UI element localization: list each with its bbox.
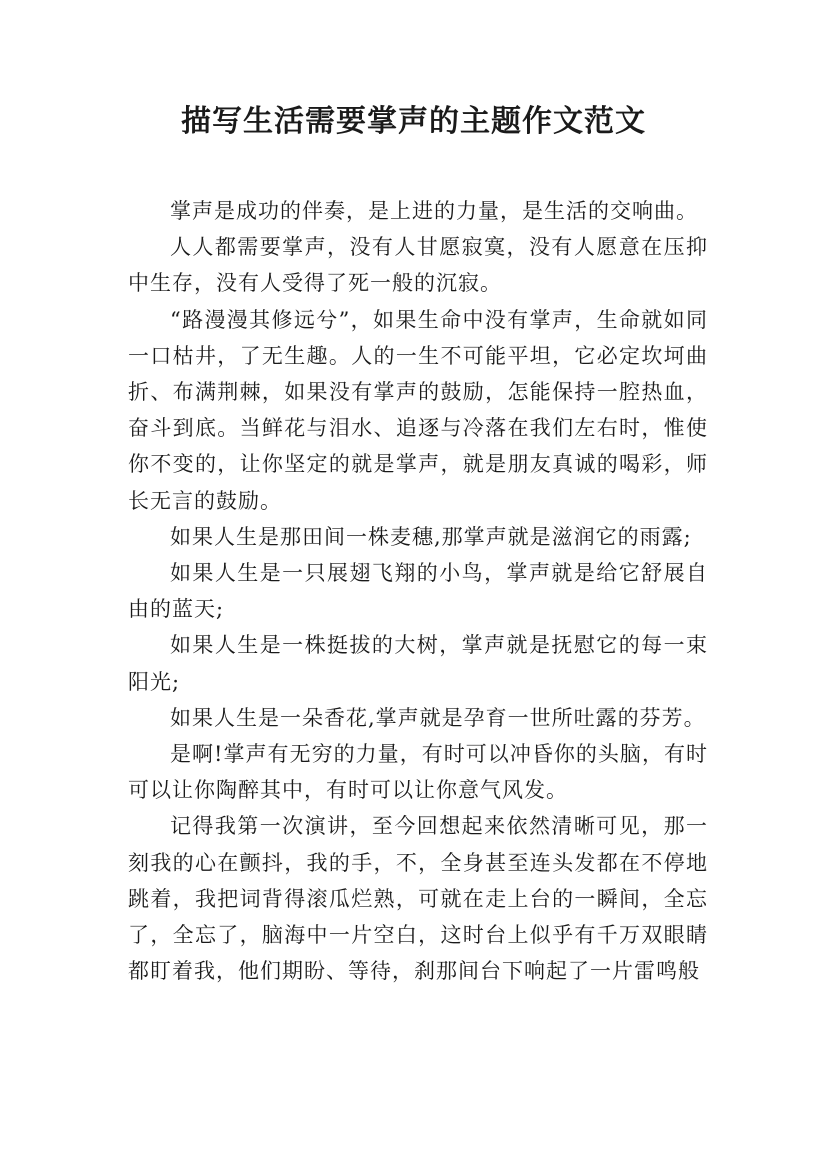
- paragraph: 掌声是成功的伴奏，是上进的力量，是生活的交响曲。: [170, 199, 698, 223]
- paragraph: 记得我第一次演讲，至今回想起来依然清晰可见，那一刻我的心在颤抖，我的手，不，全身甚至连头发都在不停地跳着，我把词背得滚瓜烂熟，可就在走上台的一瞬间，全忘了，全忘了，脑海中一片空白，这时台上似乎有千万双眼睛都盯着我，他们期盼、等待，刹那间台下响起了一片雷鸣般: [128, 814, 708, 984]
- paragraph: 人人都需要掌声，没有人甘愿寂寞，没有人愿意在压抑中生存，没有人受得了死一般的沉寂。: [128, 235, 708, 296]
- paragraph: 如果人生是一株挺拔的大树，掌声就是抚慰它的每一束阳光;: [128, 633, 708, 694]
- paragraph: 如果人生是那田间一株麦穗,那掌声就是滋润它的雨露;: [170, 524, 692, 549]
- document-title: 描写生活需要掌声的主题作文范文: [181, 104, 646, 139]
- paragraph: 如果人生是一只展翅飞翔的小鸟，掌声就是给它舒展自由的蓝天;: [128, 561, 708, 622]
- paragraph: 是啊!掌声有无穷的力量，有时可以冲昏你的头脑，有时可以让你陶醉其中，有时可以让你意气风发。: [128, 742, 708, 803]
- document-body: [128, 193, 708, 989]
- paragraph: 如果人生是一朵香花,掌声就是孕育一世所吐露的芬芳。: [170, 705, 706, 730]
- paragraph: “路漫漫其修远兮”，如果生命中没有掌声，生命就如同一口枯井，了无生趣。人的一生不可能平坦，它必定坎坷曲折、布满荆棘，如果没有掌声的鼓励，怎能保持一腔热血，奋斗到底。当鲜花与泪水、追逐与冷落在我们左右时，惟使你不变的，让你坚定的就是掌声，就是朋友真诚的喝彩，师长无言的鼓励。: [128, 307, 708, 513]
